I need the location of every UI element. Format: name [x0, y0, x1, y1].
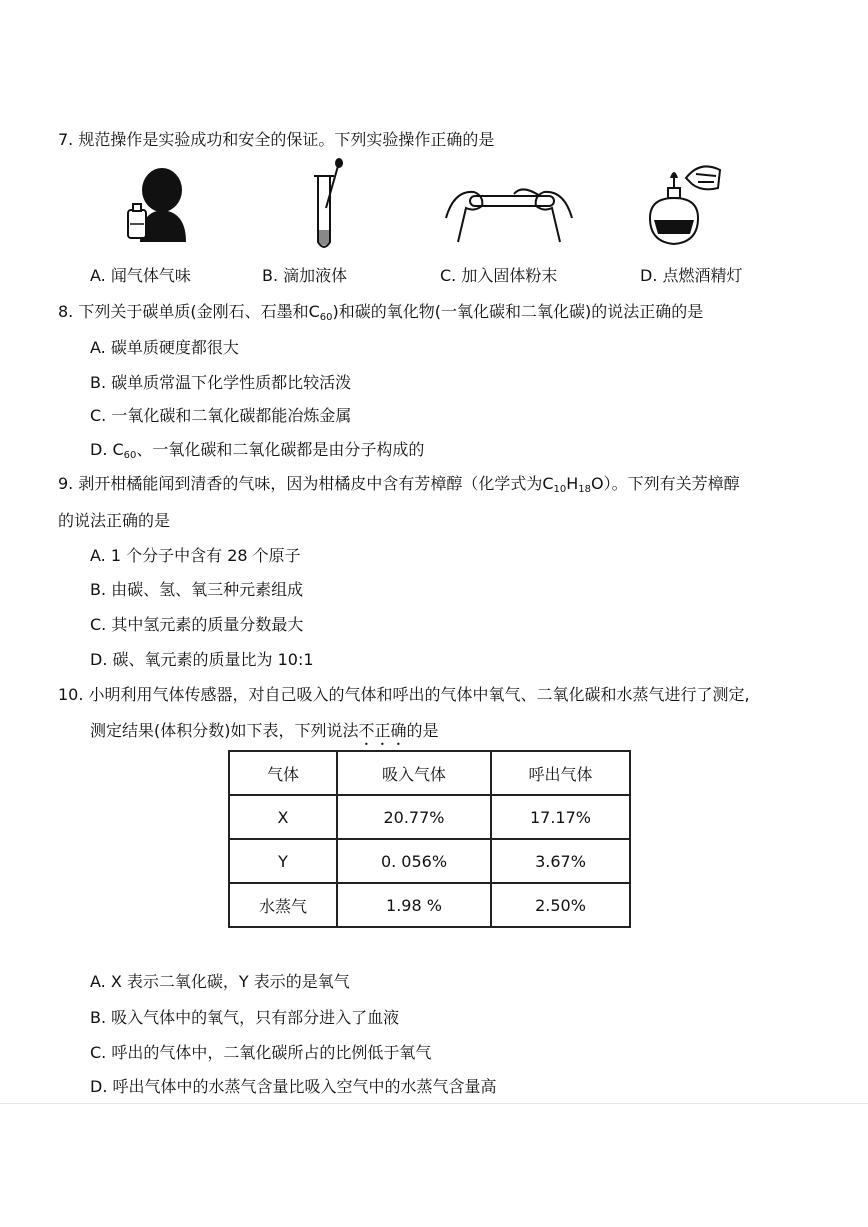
- table-row: [229, 839, 630, 883]
- table-cell: 20.77%: [337, 795, 491, 839]
- q8-option-b: B. 碳单质常温下化学性质都比较活泼: [90, 373, 352, 392]
- q7-stem: 7. 规范操作是实验成功和安全的保证。下列实验操作正确的是: [58, 130, 495, 149]
- table-row: [229, 883, 630, 927]
- q7-option-b: B. 滴加液体: [262, 266, 348, 285]
- q8-option-c: C. 一氧化碳和二氧化碳都能冶炼金属: [90, 406, 352, 425]
- table-header-cell: 吸入气体: [337, 751, 491, 795]
- q10-stem-line2: 测定结果(体积分数)如下表，下列说法不正确的是: [90, 721, 439, 740]
- q9-stem: 9. 剥开柑橘能闻到清香的气味，因为柑橘皮中含有芳樟醇（化学式为$C_{10}H_{18}O$）。下列有关芳樟醇: [58, 474, 740, 495]
- table-cell: 0. 056%: [337, 839, 491, 883]
- q9-option-a: A. 1 个分子中含有 28 个原子: [90, 546, 301, 565]
- table-header-row: [229, 751, 630, 795]
- q10-emphasis: 不正确: [358, 721, 407, 740]
- q8-option-a: A. 碳单质硬度都很大: [90, 338, 239, 357]
- table-cell: Y: [229, 839, 337, 883]
- q8-option-d: D. $C_{60}$、一氧化碳和二氧化碳都是由分子构成的: [90, 440, 425, 461]
- dropper-test-tube-icon: [304, 158, 354, 252]
- q10-option-a: A. X 表示二氧化碳，Y 表示的是氧气: [90, 972, 350, 991]
- q7-option-d: D. 点燃酒精灯: [640, 266, 743, 285]
- table-header-cell: 呼出气体: [491, 751, 630, 795]
- q10-option-c: C. 呼出的气体中，二氧化碳所占的比例低于氧气: [90, 1043, 432, 1062]
- q7-option-c: C. 加入固体粉末: [440, 266, 558, 285]
- q9-option-b: B. 由碳、氢、氧三种元素组成: [90, 580, 304, 599]
- page-bottom-divider: [0, 1103, 868, 1104]
- table-cell: 3.67%: [491, 839, 630, 883]
- q9-stem-line2: 的说法正确的是: [58, 511, 171, 530]
- table-cell: 水蒸气: [229, 883, 337, 927]
- q7-option-a: A. 闻气体气味: [90, 266, 191, 285]
- q10-option-d: D. 呼出气体中的水蒸气含量比吸入空气中的水蒸气含量高: [90, 1077, 497, 1096]
- smelling-gas-figure-icon: [126, 166, 190, 242]
- alcohol-lamp-ignite-icon: [640, 158, 724, 248]
- q9-option-d: D. 碳、氧元素的质量比为 10:1: [90, 650, 314, 669]
- q8-stem: 8. 下列关于碳单质(金刚石、石墨和$C_{60}$)和碳的氧化物(一氧化碳和二氧化碳)的说法正确的是: [58, 302, 704, 323]
- hands-test-tube-icon: [444, 178, 574, 244]
- table-row: [229, 795, 630, 839]
- table-cell: X: [229, 795, 337, 839]
- gas-data-table: [228, 750, 631, 928]
- table-cell: 1.98 %: [337, 883, 491, 927]
- q9-option-c: C. 其中氢元素的质量分数最大: [90, 615, 304, 634]
- table-cell: 17.17%: [491, 795, 630, 839]
- q10-stem: 10. 小明利用气体传感器，对自己吸入的气体和呼出的气体中氧气、二氧化碳和水蒸气进行了测定,: [58, 685, 750, 704]
- table-cell: 2.50%: [491, 883, 630, 927]
- table-header-cell: 气体: [229, 751, 337, 795]
- q10-option-b: B. 吸入气体中的氧气，只有部分进入了血液: [90, 1008, 400, 1027]
